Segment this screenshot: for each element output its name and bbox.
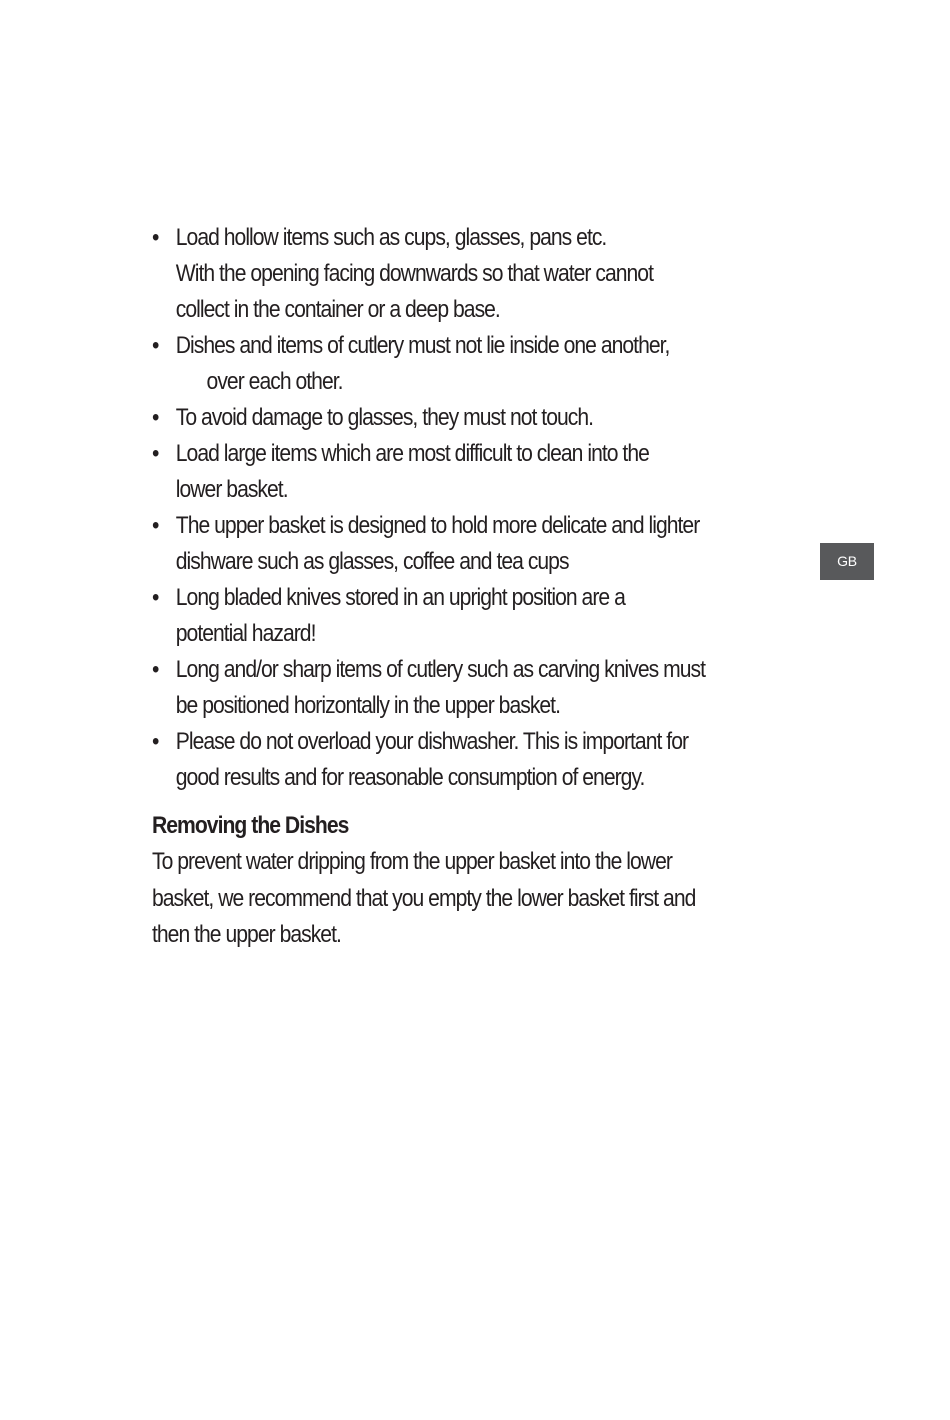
list-item — [152, 724, 818, 796]
list-item-line: To avoid damage to glasses, they must not touch. — [175, 404, 594, 431]
page-content — [152, 220, 812, 954]
list-item-line: With the opening facing downwards so that water cannot — [175, 260, 653, 287]
list-item — [152, 400, 818, 436]
bullet-icon: • — [152, 656, 159, 683]
list-item-line: be positioned horizontally in the upper basket. — [175, 692, 560, 719]
list-item-line: Please do not overload your dishwasher. This is important for — [175, 728, 689, 755]
bullet-icon: • — [152, 728, 159, 755]
language-tab: GB — [820, 543, 874, 580]
bullet-icon: • — [152, 440, 159, 467]
loading-instructions-list — [152, 220, 812, 796]
list-item-line: over each other. — [206, 368, 343, 395]
list-item-line: lower basket. — [175, 476, 288, 503]
list-item-line: Long and/or sharp items of cutlery such as carving knives must — [175, 656, 706, 683]
list-item-line: potential hazard! — [175, 620, 316, 647]
paragraph-line: basket, we recommend that you empty the lower basket first and — [152, 884, 696, 912]
list-item — [152, 508, 818, 580]
list-item — [152, 220, 818, 328]
list-item-line: dishware such as glasses, coffee and tea cups — [175, 548, 569, 575]
bullet-icon: • — [152, 332, 159, 359]
list-item — [152, 328, 818, 400]
paragraph-line: then the upper basket. — [152, 921, 341, 948]
list-item-line: Load large items which are most difficult to clean into the — [175, 440, 649, 467]
list-item-line: Long bladed knives stored in an upright position are a — [175, 584, 625, 611]
bullet-icon: • — [152, 404, 159, 431]
list-item-line: The upper basket is designed to hold more delicate and lighter — [175, 512, 700, 539]
list-item-line: good results and for reasonable consumption of energy. — [175, 764, 645, 791]
list-item-line: Load hollow items such as cups, glasses, pans etc. — [175, 224, 607, 251]
list-item-line: collect in the container or a deep base. — [175, 296, 500, 323]
section-heading: Removing the Dishes — [152, 812, 349, 839]
bullet-icon: • — [152, 584, 159, 611]
paragraph-line: To prevent water dripping from the upper basket into the lower — [152, 848, 672, 875]
section-paragraph — [152, 844, 812, 954]
bullet-icon: • — [152, 224, 159, 251]
list-item — [152, 652, 818, 724]
list-item — [152, 580, 818, 652]
bullet-icon: • — [152, 512, 159, 539]
list-item-line: Dishes and items of cutlery must not lie inside one another, — [175, 332, 670, 359]
list-item — [152, 436, 818, 508]
